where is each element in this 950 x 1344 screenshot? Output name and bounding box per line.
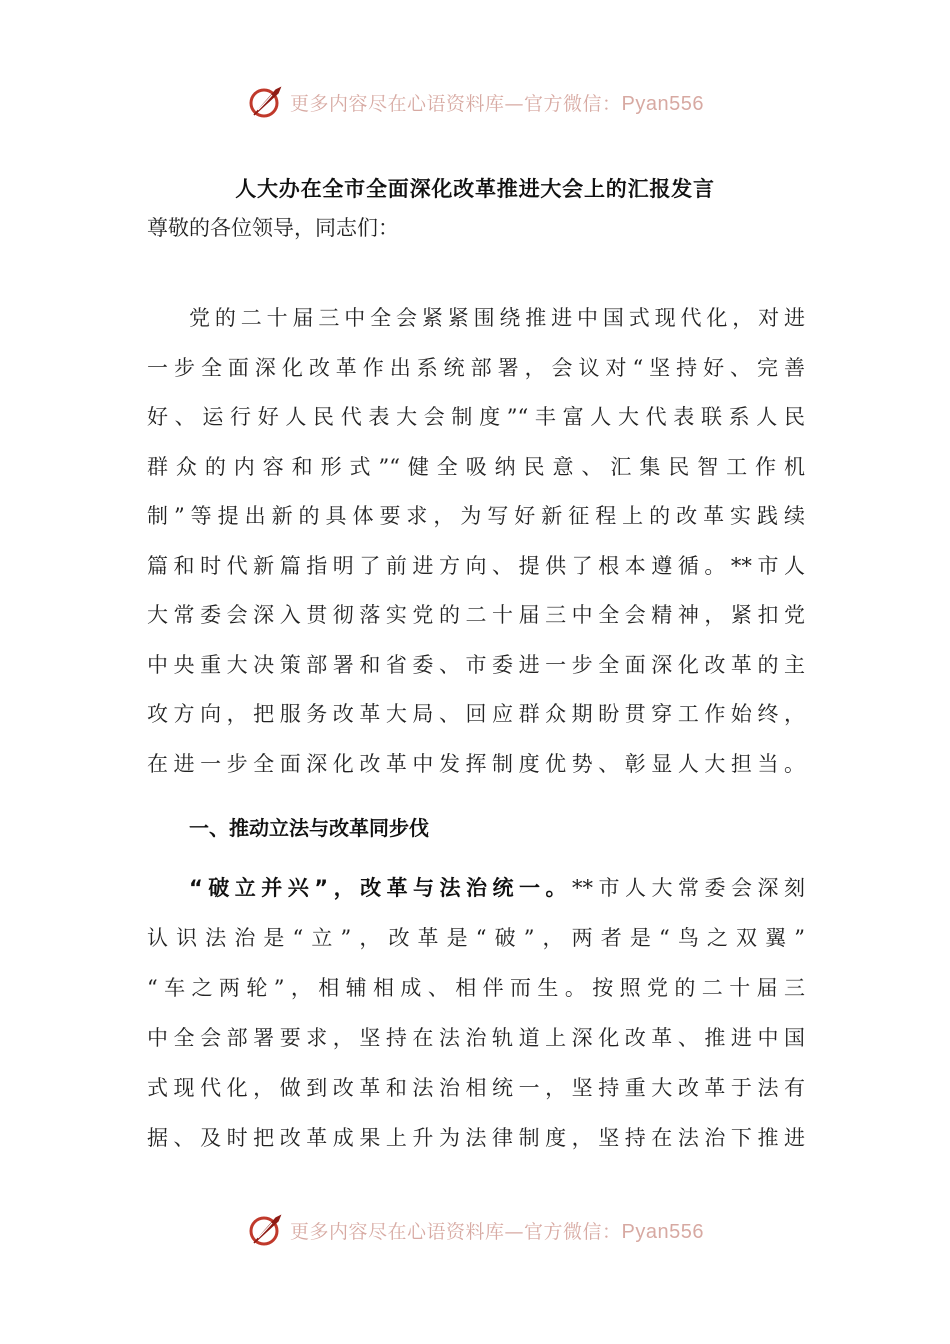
paragraph-line: 制”等提出新的具体要求，为写好新征程上的改革实践续 [147,504,805,528]
watermark-wechat-id: Pyan556 [621,1220,704,1243]
paragraph-line: 中央重大决策部署和省委、市委进一步全面深化改革的主 [147,653,805,677]
paragraph-line: “车之两轮”，相辅相成、相伴而生。按照党的二十届三 [147,976,805,1000]
paragraph-line: 群众的内容和形式”“健全吸纳民意、汇集民智工作机 [147,455,805,479]
watermark-banner-top [0,80,950,124]
paragraph-line: 式现代化，做到改革和法治相统一，坚持重大改革于法有 [147,1076,805,1100]
paragraph-line: 在进一步全面深化改革中发挥制度优势、彰显人大担当。 [147,752,805,776]
quill-logo-icon [246,82,286,122]
document-title: 人大办在全市全面深化改革推进大会上的汇报发言 [235,177,715,201]
watermark-wechat-id: Pyan556 [621,92,704,115]
paragraph-line: 一步全面深化改革作出系统部署，会议对“坚持好、完善 [147,356,805,380]
paragraph-line: 篇和时代新篇指明了前进方向、提供了根本遵循。**市人 [147,554,805,578]
watermark-label: 更多内容尽在心语资料库—官方微信： [290,1220,622,1243]
paragraph-lead: “破立并兴”，改革与法治统一。 [189,876,573,900]
paragraph-line: 党的二十届三中全会紧紧围绕推进中国式现代化，对进 [189,306,805,330]
paragraph-line: 认识法治是“立”，改革是“破”，两者是“鸟之双翼” [147,926,805,950]
salutation: 尊敬的各位领导，同志们： [147,216,399,240]
watermark-text [290,1217,704,1244]
watermark-banner-bottom [0,1208,950,1252]
paragraph-line [189,872,805,904]
quill-logo-icon [246,1210,286,1250]
section-heading: 一、推动立法与改革同步伐 [189,816,429,840]
paragraph-line: 大常委会深入贯彻落实党的二十届三中全会精神，紧扣党 [147,603,805,627]
paragraph-line: 好、运行好人民代表大会制度”“丰富人大代表联系人民 [147,405,805,429]
paragraph-line: 据、及时把改革成果上升为法律制度，坚持在法治下推进 [147,1126,805,1150]
paragraph-line: 中全会部署要求，坚持在法治轨道上深化改革、推进中国 [147,1026,805,1050]
watermark-text [290,89,704,116]
paragraph-line: 攻方向，把服务改革大局、回应群众期盼贯穿工作始终， [147,702,805,726]
watermark-label: 更多内容尽在心语资料库—官方微信： [290,92,622,115]
paragraph-lead-rest: **市人大常委会深刻 [572,876,805,900]
